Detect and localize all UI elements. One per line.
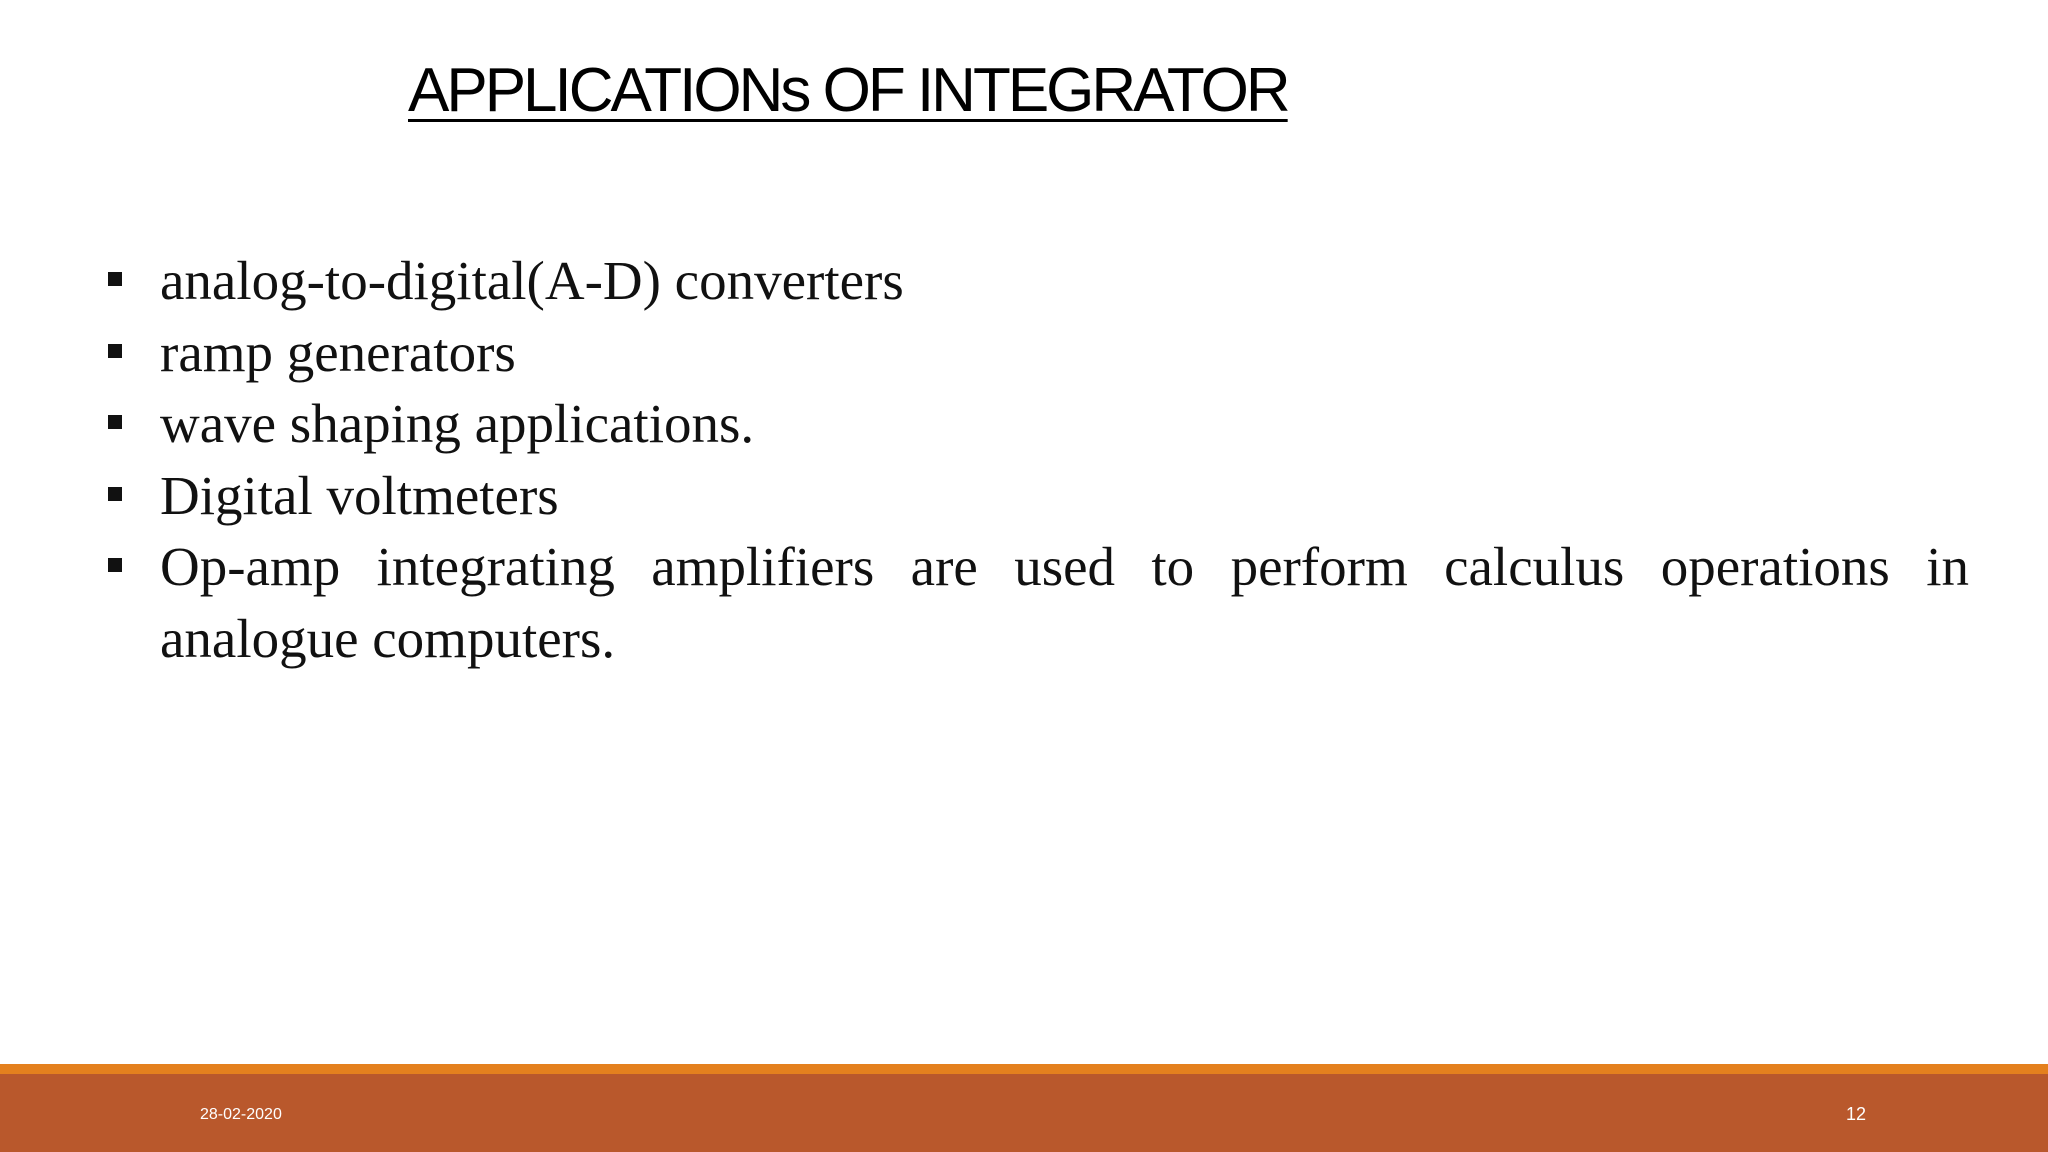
square-bullet-icon xyxy=(108,272,122,286)
page-number: 12 xyxy=(1846,1104,1867,1124)
list-item-text: Op-amp integrating amplifiers are used to perform calculus operations in analogue computers. xyxy=(160,536,1969,669)
footer-accent-line xyxy=(0,1064,2048,1074)
list-item xyxy=(104,460,1969,532)
slide-title: APPLICATIONs OF INTEGRATOR xyxy=(408,56,1288,125)
list-item-text: ramp generators xyxy=(160,321,516,383)
bullet-list xyxy=(104,245,1969,674)
list-item-text: analog-to-digital(A-D) converters xyxy=(160,250,904,311)
square-bullet-icon xyxy=(108,415,122,429)
list-item-text: Digital voltmeters xyxy=(160,464,559,526)
list-item-text: wave shaping applications. xyxy=(160,393,755,454)
square-bullet-icon xyxy=(108,344,122,358)
square-bullet-icon xyxy=(108,487,122,501)
footer-bar xyxy=(0,1074,2048,1152)
list-item xyxy=(104,317,1969,389)
square-bullet-icon xyxy=(108,558,122,572)
list-item xyxy=(104,245,1969,317)
footer-date: 28-02-2020 xyxy=(200,1106,282,1123)
list-item xyxy=(104,388,1969,460)
list-item xyxy=(104,531,1969,674)
